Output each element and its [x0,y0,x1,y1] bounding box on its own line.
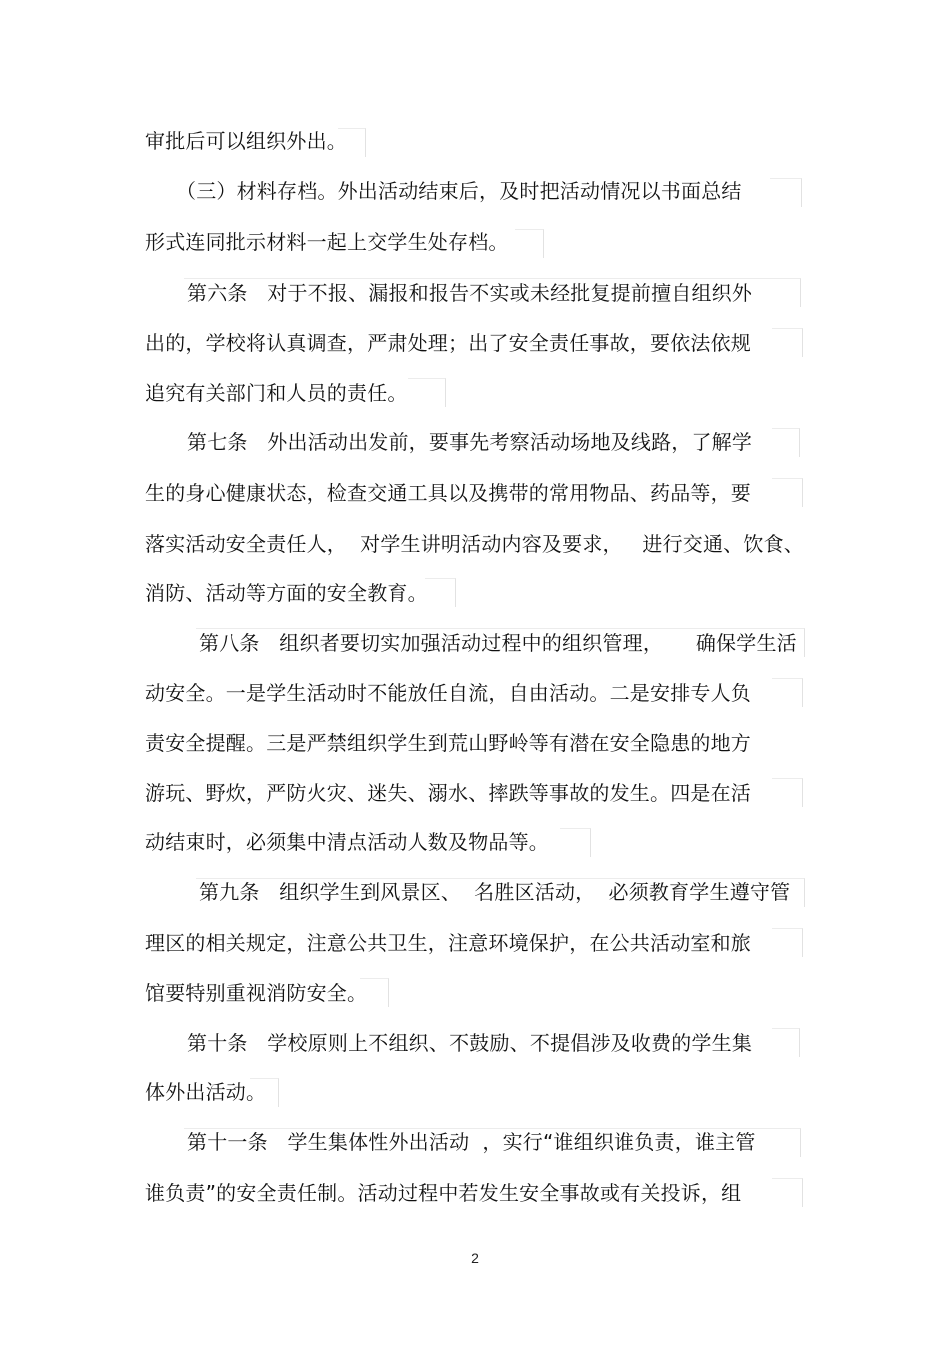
text-line: 动结束时，必须集中清点活动人数及物品等。 [145,830,549,854]
text-line: 游玩、野炊，严防火灾、迷失、溺水、摔跌等事故的发生。四是在活 [145,781,751,805]
article-9-heading-line: 第九条 组织学生到风景区、 名胜区活动， 必须教育学生遵守管 [199,880,791,904]
page-number: 2 [471,1250,479,1266]
text-line: 动安全。一是学生活动时不能放任自流，自由活动。二是安排专人负 [145,681,751,705]
paragraph-start: （三）材料存档。外出活动结束后，及时把活动情况以书面总结 [176,179,742,203]
line-end-mark [338,128,366,157]
line-end-mark [772,1028,800,1057]
article-7-heading-line: 第七条 外出活动出发前，要事先考察活动场地及线路，了解学 [187,430,753,454]
line-end-mark [408,378,446,407]
line-end-mark [772,678,803,707]
text-line: 形式连同批示材料一起上交学生处存档。 [145,230,509,254]
line-end-mark [515,229,544,258]
text-line: 审批后可以组织外出。 [145,129,347,153]
line-end-mark [196,628,805,657]
article-8-heading-line: 第八条 组织者要切实加强活动过程中的组织管理， 确保学生活 [199,631,797,655]
line-end-mark [250,1078,279,1107]
line-end-mark [425,578,456,607]
article-10-heading-line: 第十条 学校原则上不组织、不鼓励、不提倡涉及收费的学生集 [187,1031,753,1055]
line-end-mark [772,428,800,457]
line-end-mark [772,928,803,957]
text-line: 责安全提醒。三是严禁组织学生到荒山野岭等有潜在安全隐患的地方 [145,731,751,755]
text-line: 生的身心健康状态，检查交通工具以及携带的常用物品、药品等，要 [145,481,751,505]
text-line: 落实活动安全责任人， 对学生讲明活动内容及要求， 进行交通、饮食、 [145,532,804,556]
line-end-mark [360,978,389,1007]
line-end-mark [772,778,803,807]
line-end-mark [772,328,803,357]
line-end-mark [772,478,803,507]
text-line: 体外出活动。 [145,1080,267,1104]
text-line: 消防、活动等方面的安全教育。 [145,581,428,605]
text-line: 追究有关部门和人员的责任。 [145,381,408,405]
line-end-mark [770,178,802,207]
article-6-heading-line: 第六条 对于不报、漏报和报告不实或未经批复提前擅自组织外 [187,281,753,305]
text-line: 谁负责”的安全责任制。活动过程中若发生安全事故或有关投诉，组 [145,1181,742,1205]
line-end-mark [772,1178,803,1207]
article-11-heading-line: 第十一条 学生集体性外出活动 ，实行“谁组织谁负责，谁主管 [187,1130,756,1154]
line-end-mark [184,1128,801,1157]
line-end-mark [196,878,805,907]
text-line: 出的，学校将认真调查，严肃处理；出了安全责任事故，要依法依规 [145,331,751,355]
line-end-mark [560,828,591,857]
line-end-mark [184,278,801,307]
text-line: 理区的相关规定，注意公共卫生，注意环境保护，在公共活动室和旅 [145,931,751,955]
text-line: 馆要特别重视消防安全。 [145,981,368,1005]
